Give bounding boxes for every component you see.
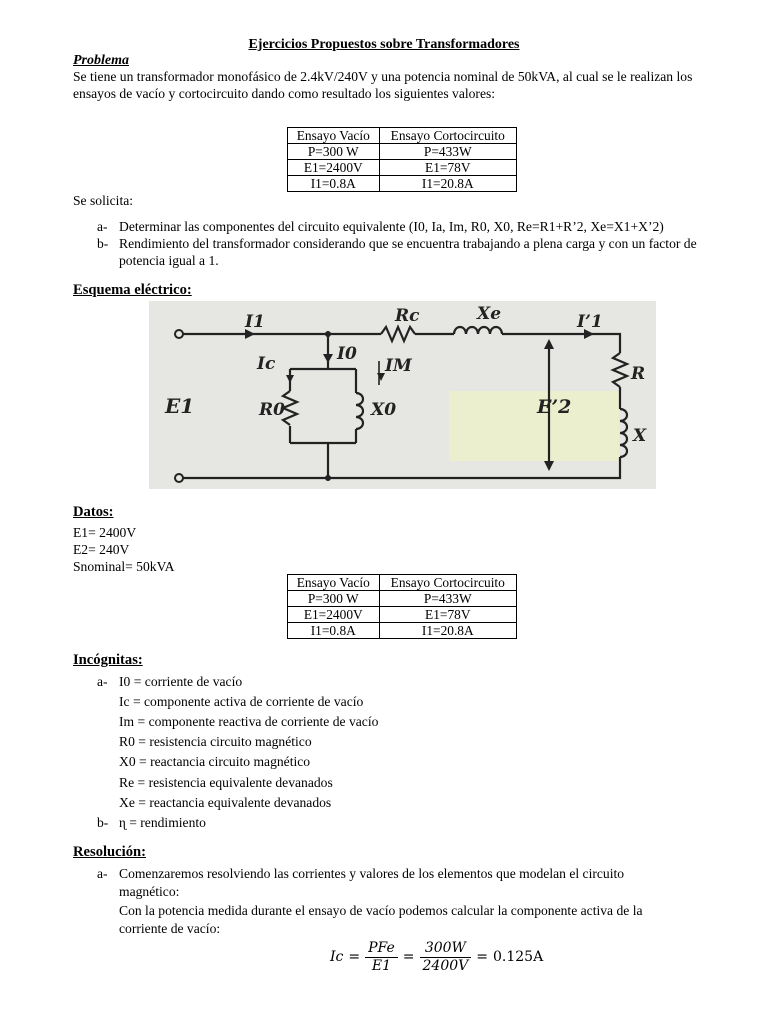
list-marker: a- — [97, 674, 108, 689]
solicita-label: Se solicita: — [73, 193, 134, 208]
table-cell: E1=78V — [379, 607, 516, 623]
table-cell: P=433W — [379, 591, 516, 607]
table-row — [288, 144, 517, 160]
formula-frac2-num: 300W — [420, 940, 472, 958]
table-cell: E1=2400V — [288, 607, 380, 623]
table-cell: I1=0.8A — [288, 176, 380, 192]
datos-line: E2= 240V — [73, 542, 130, 557]
table-cell: E1=78V — [379, 160, 516, 176]
ic-formula — [330, 935, 543, 979]
label-im: IM — [385, 356, 412, 376]
table-cell: E1=2400V — [288, 160, 380, 176]
label-i0: I0 — [337, 344, 357, 364]
incognitas-heading: Incógnitas: — [73, 652, 143, 668]
esquema-heading: Esquema eléctrico: — [73, 282, 192, 298]
circuit-svg — [149, 301, 656, 489]
datos-table — [287, 574, 517, 639]
table-row — [288, 160, 517, 176]
formula-frac2-den: 2400V — [422, 957, 469, 974]
table-row — [288, 591, 517, 607]
label-rc: Rc — [395, 306, 420, 326]
label-r0: R0 — [259, 400, 285, 420]
label-e2-prime: E’2 — [537, 396, 572, 418]
label-i1: I1 — [245, 312, 265, 332]
problem-text-line-1: Se tiene un transformador monofásico de 2.4kV/240V y una potencia nominal de 50kVA, al cual se le realizan los — [73, 69, 693, 84]
table-header-row — [288, 128, 517, 144]
problem-heading: Problema — [73, 53, 129, 68]
incognita-item-b: ɳ = rendimiento — [119, 815, 206, 830]
resolucion-line: corriente de vacío: — [119, 921, 221, 936]
formula-frac1-num: PFe — [365, 940, 398, 958]
formula-equals: = — [348, 948, 361, 965]
label-r: R — [631, 364, 646, 384]
table-row — [288, 623, 517, 639]
problem-text-line-2: ensayos de vacío y cortocircuito dando como resultado los siguientes valores: — [73, 86, 496, 101]
label-xe: Xe — [477, 304, 502, 324]
solicita-item-b-line-2: potencia igual a 1. — [119, 253, 219, 268]
formula-lhs: Ic — [330, 948, 344, 965]
resolucion-line: magnético: — [119, 884, 180, 899]
label-x0: X0 — [371, 400, 397, 420]
list-marker: a- — [97, 219, 108, 234]
test-results-table — [287, 127, 517, 192]
table-cell: I1=0.8A — [288, 623, 380, 639]
incognita-item: Re = resistencia equivalente devanados — [119, 775, 333, 790]
datos-line: Snominal= 50kVA — [73, 559, 175, 574]
table-header-vacio: Ensayo Vacío — [288, 128, 380, 144]
table-row — [288, 607, 517, 623]
formula-fraction-2 — [420, 940, 472, 975]
resolucion-line: Con la potencia medida durante el ensayo de vacío podemos calcular la componente activa de la — [119, 903, 643, 918]
table-header-corto: Ensayo Cortocircuito — [379, 575, 516, 591]
incognita-item: R0 = resistencia circuito magnético — [119, 734, 312, 749]
table-header-corto: Ensayo Cortocircuito — [379, 128, 516, 144]
list-marker: b- — [97, 815, 109, 830]
list-marker: a- — [97, 866, 108, 881]
label-i1-prime: I’1 — [577, 312, 603, 332]
resolucion-heading: Resolución: — [73, 844, 146, 860]
table-row — [288, 176, 517, 192]
solicita-item-a: Determinar las componentes del circuito equivalente (I0, Ia, Im, R0, X0, Re=R1+R’2, Xe=X1+X’2) — [119, 219, 664, 234]
page-title: Ejercicios Propuestos sobre Transformadores — [248, 37, 520, 52]
formula-equals: = — [402, 948, 415, 965]
formula-equals: = — [476, 948, 488, 965]
incognita-item: Xe = reactancia equivalente devanados — [119, 795, 332, 810]
list-marker: b- — [97, 236, 109, 251]
incognita-item: Ic = componente activa de corriente de vacío — [119, 694, 364, 709]
label-ic: Ic — [257, 354, 276, 374]
table-header-vacio: Ensayo Vacío — [288, 575, 380, 591]
incognita-item: X0 = reactancia circuito magnético — [119, 754, 311, 769]
table-header-row — [288, 575, 517, 591]
formula-result: 0.125A — [492, 948, 544, 965]
label-e1: E1 — [165, 394, 195, 418]
datos-line: E1= 2400V — [73, 525, 137, 540]
table-cell: P=433W — [379, 144, 516, 160]
incognita-item: I0 = corriente de vacío — [119, 674, 243, 689]
solicita-item-b-line-1: Rendimiento del transformador considerando que se encuentra trabajando a plena carga y con un factor de — [119, 236, 697, 251]
table-cell: I1=20.8A — [379, 176, 516, 192]
formula-frac1-den: E1 — [371, 957, 391, 974]
formula-fraction-1 — [365, 940, 398, 975]
circuit-diagram — [149, 301, 656, 489]
table-cell: P=300 W — [288, 144, 380, 160]
resolucion-line: Comenzaremos resolviendo las corrientes y valores de los elementos que modelan el circuito — [119, 866, 625, 881]
datos-heading: Datos: — [73, 504, 114, 520]
table-cell: I1=20.8A — [379, 623, 516, 639]
table-cell: P=300 W — [288, 591, 380, 607]
label-x: X — [633, 426, 647, 446]
incognita-item: Im = componente reactiva de corriente de vacío — [119, 714, 379, 729]
